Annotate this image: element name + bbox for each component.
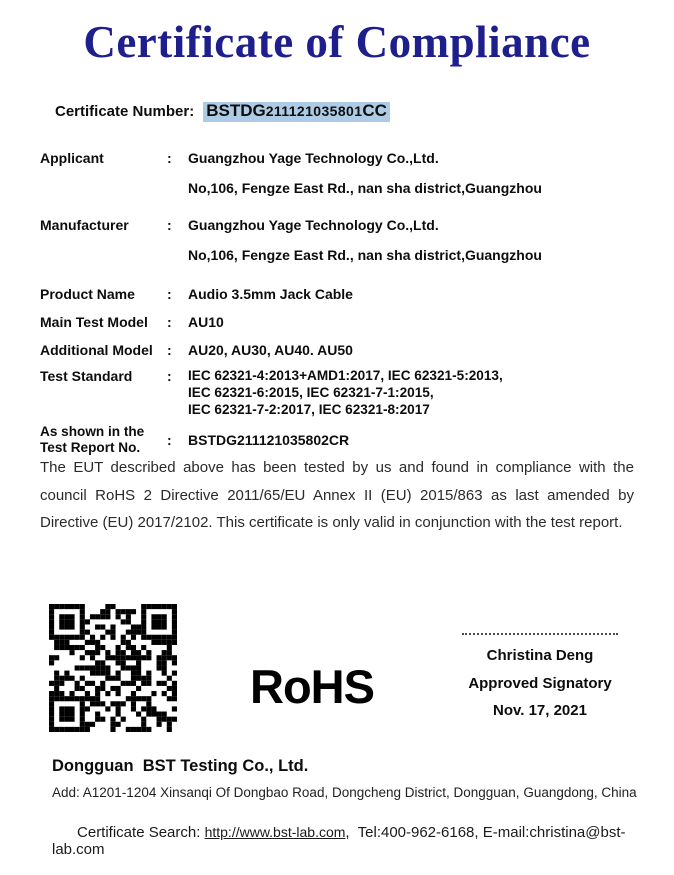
field-colon: :	[167, 314, 172, 330]
field-value	[188, 210, 646, 270]
field-colon: :	[167, 432, 172, 448]
field-colon: :	[167, 217, 172, 233]
field-row-manufacturer	[40, 210, 646, 270]
field-row-test-standard	[40, 367, 646, 418]
signatory-name: Christina Deng	[486, 647, 594, 664]
field-value-line: No,106, Fengze East Rd., nan sha district,Guangzhou	[188, 180, 542, 196]
field-value-line: Guangzhou Yage Technology Co.,Ltd.	[188, 217, 439, 233]
compliance-statement: The EUT described above has been tested by us and found in compliance with the council RoHS 2 Directive 2011/65/EU Annex II (EU) 2015/863 as last amended by Directive (EU) 2017/2102. This certificate is only valid in conjunction with the test report.	[40, 459, 634, 531]
field-label: Test Standard	[40, 368, 133, 384]
field-value-line: Guangzhou Yage Technology Co.,Ltd.	[188, 150, 439, 166]
field-value-line: AU10	[188, 314, 224, 330]
field-value	[188, 280, 646, 308]
field-label: Additional Model	[40, 342, 153, 358]
field-colon: :	[167, 342, 172, 358]
field-label: Applicant	[40, 150, 104, 166]
certificate-number-suffix: CC	[362, 101, 387, 120]
signatory-role: Approved Signatory	[468, 674, 612, 692]
lab-footer	[52, 757, 646, 875]
field-label: Main Test Model	[40, 314, 148, 330]
field-row-applicant	[40, 143, 646, 203]
field-value-line: BSTDG211121035802CR	[188, 432, 350, 448]
field-value	[188, 308, 646, 336]
certificate-number-row	[55, 101, 390, 121]
field-row-main-test-model	[40, 308, 646, 336]
field-label-line: Test Report No.	[40, 440, 141, 455]
certificate-number-value	[203, 102, 390, 122]
field-label: Manufacturer	[40, 217, 129, 233]
field-value	[188, 336, 646, 364]
field-colon: :	[167, 150, 172, 166]
certificate-fields	[40, 143, 646, 456]
field-colon: :	[167, 368, 172, 384]
signature-dotted-line-icon	[462, 633, 618, 635]
field-label	[40, 424, 167, 456]
field-value-line: IEC 62321-7-2:2017, IEC 62321-8:2017	[188, 402, 430, 417]
signature-block	[440, 633, 640, 725]
lab-address: Add: A1201-1204 Xinsanqi Of Dongbao Road, Dongcheng District, Dongguan, Guangdong, China	[52, 785, 637, 800]
certificate-number-label: Certificate Number:	[55, 103, 195, 120]
field-row-test-report-no	[40, 424, 646, 456]
lab-company-name: Dongguan BST Testing Co., Ltd.	[52, 757, 309, 775]
field-value-line: No,106, Fengze East Rd., nan sha district,Guangzhou	[188, 247, 542, 263]
field-colon: :	[167, 286, 172, 302]
signature-date: Nov. 17, 2021	[493, 702, 587, 719]
field-value-line: IEC 62321-6:2015, IEC 62321-7-1:2015,	[188, 385, 434, 400]
certificate-title: Certificate of Compliance	[83, 17, 591, 67]
field-value-line: Audio 3.5mm Jack Cable	[188, 286, 353, 302]
certificate-search-label: Certificate Search:	[77, 824, 205, 841]
field-row-product-name	[40, 280, 646, 308]
certificate-search-link[interactable]: http://www.bst-lab.com	[204, 824, 346, 840]
rohs-mark: RoHS	[250, 660, 374, 713]
field-value	[188, 143, 646, 203]
qr-code-icon	[48, 604, 178, 732]
certificate-number-digits: 211121035801	[265, 103, 363, 119]
field-value-line: AU20, AU30, AU40. AU50	[188, 342, 353, 358]
certificate-search-line	[52, 807, 646, 875]
field-value-line: IEC 62321-4:2013+AMD1:2017, IEC 62321-5:2013,	[188, 368, 503, 383]
field-label: Product Name	[40, 286, 135, 302]
certificate-number-prefix: BSTDG	[206, 101, 266, 120]
field-row-additional-model	[40, 336, 646, 364]
field-label-line: As shown in the	[40, 424, 145, 439]
field-value	[188, 432, 646, 448]
contact-info: , Tel:400-962-6168, E-mail:christina@bst-lab.com	[52, 824, 626, 858]
field-value	[188, 367, 646, 418]
